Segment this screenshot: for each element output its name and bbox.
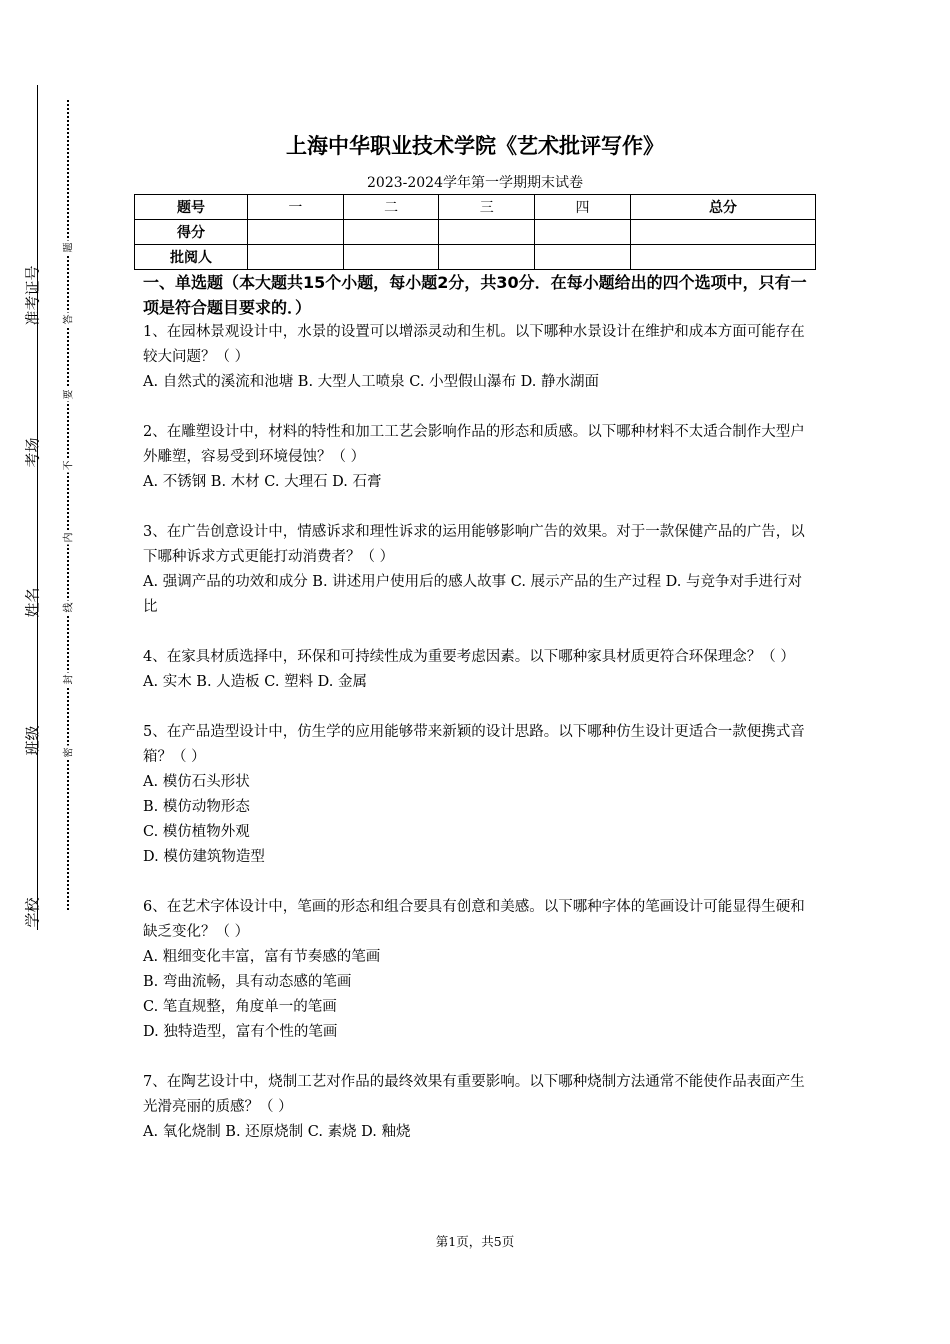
section-heading: 一、单选题（本大题共15个小题，每小题2分，共30分．在每小题给出的四个选项中，只有一项是符合题目要求的．）	[143, 273, 807, 317]
score-cell	[248, 220, 344, 245]
seal-char: 不	[60, 459, 75, 473]
question-stem: 5、在产品造型设计中，仿生学的应用能够带来新颖的设计思路。以下哪种仿生设计更适合一款便携式音箱？（ ）	[143, 724, 805, 765]
option-b: B. 弯曲流畅，具有动态感的笔画	[143, 974, 352, 990]
option-b: B. 模仿动物形态	[143, 799, 250, 815]
seal-char: 答	[60, 313, 75, 327]
score-header-cell: 题号	[135, 195, 248, 220]
question-3	[143, 520, 808, 620]
question-options: A. 自然式的溪流和池塘 B. 大型人工喷泉 C. 小型假山瀑布 D. 静水湖面	[143, 374, 600, 390]
binding-label-school: 学校	[23, 897, 42, 928]
option-a: A. 粗细变化丰富，富有节奏感的笔画	[143, 949, 381, 965]
score-header-cell: 二	[343, 195, 439, 220]
question-stem: 2、在雕塑设计中，材料的特性和加工工艺会影响作品的形态和质感。以下哪种材料不太适合制作大型户外雕塑，容易受到环境侵蚀？（ ）	[143, 424, 805, 465]
score-table	[134, 194, 816, 270]
seal-char: 要	[60, 388, 75, 402]
binding-label-name: 姓名	[23, 587, 42, 618]
score-header-cell: 三	[439, 195, 535, 220]
option-a: A. 模仿石头形状	[143, 774, 250, 790]
question-options: A. 不锈钢 B. 木材 C. 大理石 D. 石膏	[143, 474, 382, 490]
score-header-cell: 一	[248, 195, 344, 220]
score-table-row	[135, 220, 816, 245]
score-cell	[248, 245, 344, 270]
score-cell	[439, 220, 535, 245]
score-table-header-row	[135, 195, 816, 220]
question-6	[143, 895, 808, 1045]
option-c: C. 笔直规整，角度单一的笔画	[143, 999, 337, 1015]
seal-char: 线	[60, 601, 75, 615]
question-section	[143, 270, 808, 1145]
exam-title: 上海中华职业技术学院《艺术批评写作》	[286, 134, 664, 158]
score-header-cell: 总分	[630, 195, 815, 220]
score-cell	[535, 245, 631, 270]
question-options: A. 强调产品的功效和成分 B. 讲述用户使用后的感人故事 C. 展示产品的生产过程 D. 与竞争对手进行对比	[143, 574, 803, 615]
binding-label-class: 班级	[23, 725, 42, 756]
score-cell	[630, 220, 815, 245]
question-stem: 1、在园林景观设计中，水景的设置可以增添灵动和生机。以下哪种水景设计在维护和成本方面可能存在较大问题？（ ）	[143, 324, 805, 365]
score-cell	[343, 245, 439, 270]
score-cell	[535, 220, 631, 245]
seal-char: 密	[60, 746, 75, 760]
seal-dotted-line	[67, 100, 69, 910]
option-d: D. 独特造型，富有个性的笔画	[143, 1024, 338, 1040]
binding-label-exam-room: 考场	[23, 437, 42, 468]
score-table-row	[135, 245, 816, 270]
question-stem: 3、在广告创意设计中，情感诉求和理性诉求的运用能够影响广告的效果。对于一款保健产品的广告，以下哪种诉求方式更能打动消费者？（ ）	[143, 524, 805, 565]
score-cell	[439, 245, 535, 270]
question-stem: 7、在陶艺设计中，烧制工艺对作品的最终效果有重要影响。以下哪种烧制方法通常不能使作品表面产生光滑亮丽的质感？（ ）	[143, 1074, 805, 1115]
binding-label-exam-number: 准考证号	[23, 265, 42, 326]
option-c: C. 模仿植物外观	[143, 824, 250, 840]
question-options: A. 氧化烧制 B. 还原烧制 C. 素烧 D. 釉烧	[143, 1124, 411, 1140]
question-1	[143, 320, 808, 395]
score-header-cell: 四	[535, 195, 631, 220]
score-row-label: 得分	[135, 220, 248, 245]
score-cell	[343, 220, 439, 245]
question-4	[143, 645, 808, 695]
question-5	[143, 720, 808, 870]
seal-char: 内	[60, 531, 75, 545]
question-options: A. 实木 B. 人造板 C. 塑料 D. 金属	[143, 674, 368, 690]
score-row-label: 批阅人	[135, 245, 248, 270]
seal-char: 封	[60, 673, 75, 687]
seal-char: 题	[60, 241, 75, 255]
score-cell	[630, 245, 815, 270]
binding-line	[37, 85, 38, 930]
question-stem: 4、在家具材质选择中，环保和可持续性成为重要考虑因素。以下哪种家具材质更符合环保理念？（ ）	[143, 649, 795, 665]
option-d: D. 模仿建筑物造型	[143, 849, 265, 865]
page-footer: 第1页，共5页	[435, 1234, 515, 1249]
question-7	[143, 1070, 808, 1145]
exam-subtitle: 2023-2024学年第一学期期末试卷	[367, 175, 583, 191]
question-stem: 6、在艺术字体设计中，笔画的形态和组合要具有创意和美感。以下哪种字体的笔画设计可能显得生硬和缺乏变化？（ ）	[143, 899, 805, 940]
question-2	[143, 420, 808, 495]
